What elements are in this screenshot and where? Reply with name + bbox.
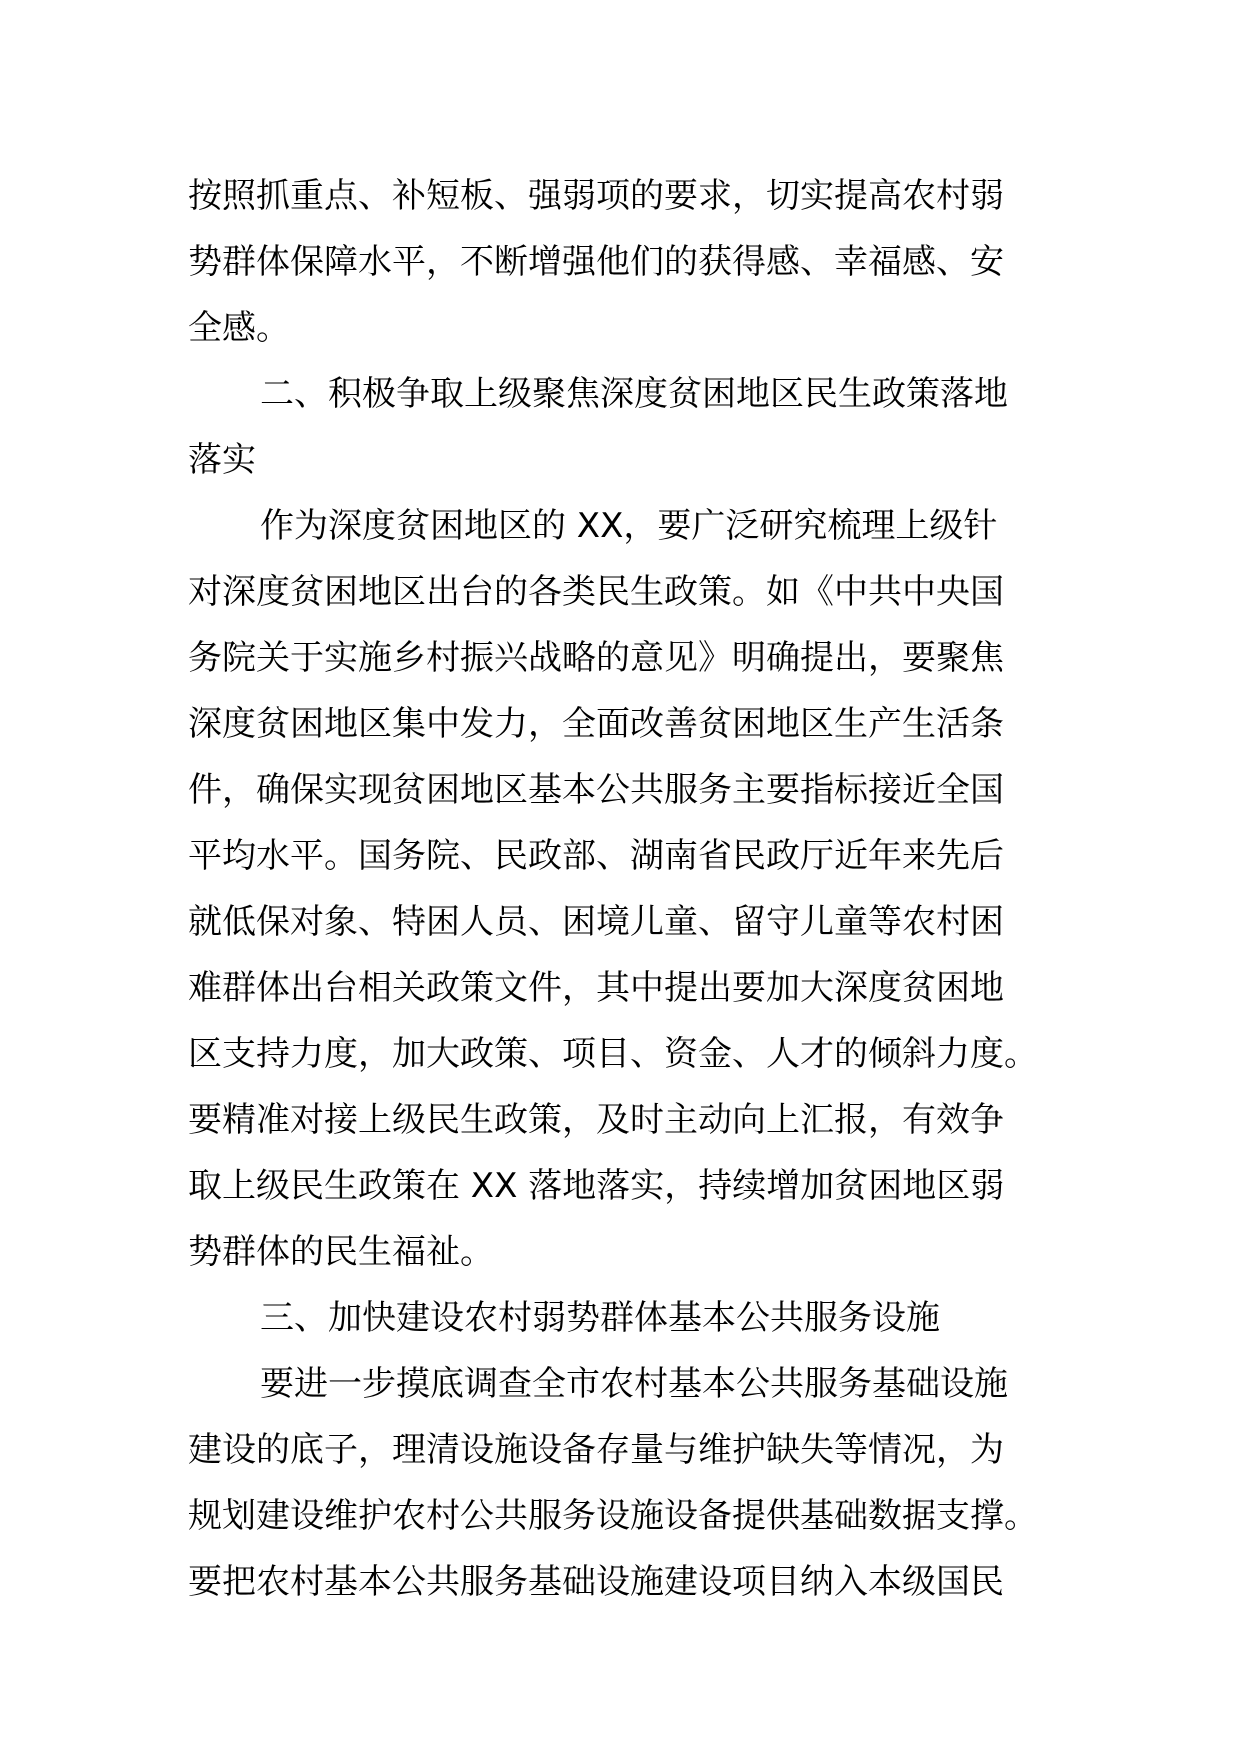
paragraph-line: 要进一步摸底调查全市农村基本公共服务基础设施 (260, 1364, 1008, 1404)
paragraph-line: 取上级民生政策在 XX 落地落实，持续增加贫困地区弱 (188, 1166, 1005, 1206)
paragraph-line: 全感。 (188, 308, 290, 348)
paragraph-line: 要把农村基本公共服务基础设施建设项目纳入本级国民 (188, 1562, 1004, 1602)
paragraph-line: 深度贫困地区集中发力，全面改善贫困地区生产生活条 (188, 704, 1004, 744)
paragraph-line: 按照抓重点、补短板、强弱项的要求，切实提高农村弱 (188, 176, 1004, 216)
paragraph-line: 区支持力度，加大政策、项目、资金、人才的倾斜力度。 (188, 1034, 1038, 1074)
paragraph-line: 务院关于实施乡村振兴战略的意见》明确提出，要聚焦 (188, 638, 1004, 678)
paragraph-line: 平均水平。国务院、民政部、湖南省民政厅近年来先后 (188, 836, 1004, 876)
paragraph-line: 要精准对接上级民生政策，及时主动向上汇报，有效争 (188, 1100, 1004, 1140)
paragraph-line: 势群体保障水平，不断增强他们的获得感、幸福感、安 (188, 242, 1004, 282)
section-heading-2-continuation: 落实 (188, 440, 256, 480)
paragraph-line: 难群体出台相关政策文件，其中提出要加大深度贫困地 (188, 968, 1004, 1008)
paragraph-line: 对深度贫困地区出台的各类民生政策。如《中共中央国 (188, 572, 1004, 612)
paragraph-line: 就低保对象、特困人员、困境儿童、留守儿童等农村困 (188, 902, 1004, 942)
paragraph-line: 件，确保实现贫困地区基本公共服务主要指标接近全国 (188, 770, 1004, 810)
paragraph-line: 建设的底子，理清设施设备存量与维护缺失等情况，为 (188, 1430, 1004, 1470)
section-heading-3: 三、加快建设农村弱势群体基本公共服务设施 (260, 1298, 940, 1338)
section-heading-2: 二、积极争取上级聚焦深度贫困地区民生政策落地 (260, 374, 1008, 414)
paragraph-line: 作为深度贫困地区的 XX，要广泛研究梳理上级针 (260, 506, 998, 546)
paragraph-line: 势群体的民生福祉。 (188, 1232, 494, 1272)
paragraph-line: 规划建设维护农村公共服务设施设备提供基础数据支撑。 (188, 1496, 1038, 1536)
document-body (188, 163, 1058, 1615)
